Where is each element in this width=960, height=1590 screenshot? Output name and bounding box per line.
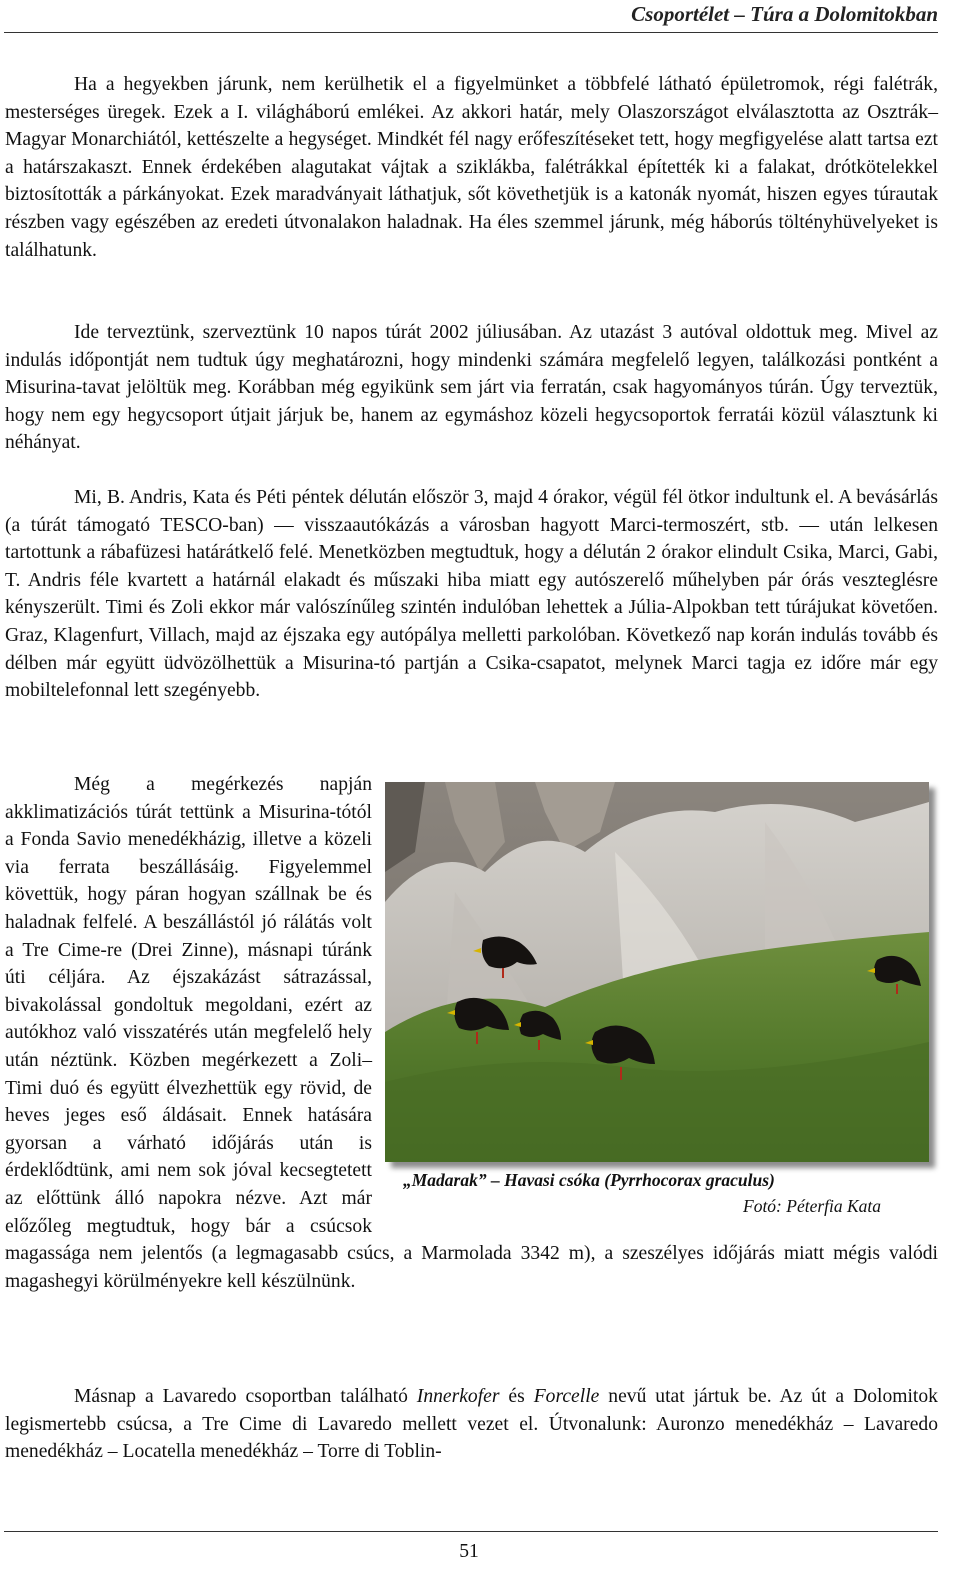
- paragraph-1: Ha a hegyekben járunk, nem kerülhetik el a figyelmünket a többfelé látható épületromok, régi falétrák, mesterséges üregek. Ezek a I. világháború emlékei. Az akkori határ, mely Olaszországot elválasztotta az Osztrák–Magyar Monarchiától, kettészelte a hegységet. Mindkét fél nagy erőfeszítéseket tett, hogy megfigyelése alatt tartsa ezt a határszakaszt. Ennek érdekében alagutakat vájtak a sziklákba, falétrákkal építették ki a falakat, drótkötelekkel biztosították a párkányokat. Ezek maradványait láthatjuk, sőt követhetjük is a katonák nyomát, hiszen egyes túrautak részben vagy egészében az eredeti útvonalakon haladnak. Ha éles szemmel járunk, még háborús töltényhüvelyeket is találhatunk.: [5, 74, 938, 261]
- route-name-forcelle: Forcelle: [533, 1386, 600, 1407]
- route-name-innerkofer: Innerkofer: [416, 1386, 500, 1407]
- paragraph-5: [5, 1383, 938, 1466]
- page-number: 51: [459, 1541, 479, 1562]
- alpine-choughs-photo: [385, 782, 929, 1162]
- paragraph-2: Ide terveztünk, szerveztünk 10 napos túrát 2002 júliusában. Az utazást 3 autóval oldottuk meg. Mivel az indulás időpontját nem tudtuk úgy meghatározni, hogy mindenki számára megfelelő legyen, találkozási pontként a Misurina-tavat jelöltük meg. Korábban még egyikünk sem járt via ferratán, csak hagyományos túrán. Úgy terveztük, hogy nem egy hegycsoport útjait járjuk be, hanem az egymáshoz közeli hegycsoportok ferratái közül választunk ki néhányat.: [5, 322, 938, 454]
- bird-photo: [385, 782, 929, 1162]
- page-header: [0, 0, 938, 34]
- photo-credit: Fotó: Péterfia Kata: [743, 1196, 882, 1216]
- footer-rule: [4, 1531, 938, 1532]
- header-rule: [4, 32, 938, 33]
- paragraph-3: Mi, B. Andris, Kata és Péti péntek délután először 3, majd 4 órakor, végül fél ötkor indultunk el. A bevásárlás (a túrát támogató TESCO-ban) — visszaautókázás a városban hagyott Marci-termoszért, stb. — után lelkesen tartottunk a rábafüzesi határátkelő felé. Menetközben megtudtuk, hogy a délután 2 órakor elindult Csika, Marci, Gabi, T. Andris féle kvartett a határnál elakadt és műszaki hiba miatt egy autószerelő műhelyben pár órás veszteglésre kényszerült. Timi és Zoli ekkor már valószínűleg szintén indulóban lehettek a Júlia-Alpokban tett túrájukat követően. Graz, Klagenfurt, Villach, majd az éjszaka egy autópálya melletti parkolóban. Következő nap korán indulás tovább és délben már együtt üdvözölhettük a Misurina-tó partján a Csika-csapatot, melynek Marci tagja ez időre már egy mobiltelefonnal lett szegényebb.: [5, 487, 938, 702]
- paragraph-5-text-b: és: [499, 1386, 534, 1407]
- paragraph-5-text-c: nevű utat jártuk be. Az út a Dolomitok legismertebb csúcsa, a Tre Cime di Lavaredo mellett vezet el. Útvonalunk: Auronzo menedékház – Lavaredo menedékház – Locatella menedékház – Torre di Toblin-: [5, 1386, 938, 1463]
- paragraph-4: Még a megérkezés napján akklimatizációs túrát tettünk a Misurina-tótól a Fonda Savio menedékházig, illetve a közeli via ferrata beszállásáig. Figyelemmel követtük, hogy páran hogyan szállnak be és haladnak felfelé. A beszállástól jó rálátás volt a Tre Cime-re (Drei Zinne), másnapi túránk úti céljára. Az éjszakázást sátrazással, bivakolással gondoltuk megoldani, ezért az autókhoz való visszatérés után megfelelő hely után néztünk. Közben megérkezett a Zoli–Timi duó és együtt élvezhettük egy rövid, de heves jeges eső áldásait. Ennek hatására gyorsan a várható időjárás után is érdeklődtünk, ami nem sok jóval kecsegtetett az előttünk álló napokra nézve. Azt már előzőleg megtudtuk, hogy bár a csúcsok magassága nem jelentős (a legmagasabb csúcs, a Marmolada 3342 m), a szeszélyes időjárás miatt mégis valódi magashegyi körülményekre kell készülnünk.: [5, 774, 938, 1292]
- running-title: Csoportélet – Túra a Dolomitokban: [631, 2, 938, 26]
- page-footer: [0, 1525, 938, 1590]
- photo-caption: „Madarak” – Havasi csóka (Pyrrhocorax graculus): [403, 1170, 775, 1190]
- paragraph-5-text-a: Másnap a Lavaredo csoportban található: [74, 1386, 417, 1407]
